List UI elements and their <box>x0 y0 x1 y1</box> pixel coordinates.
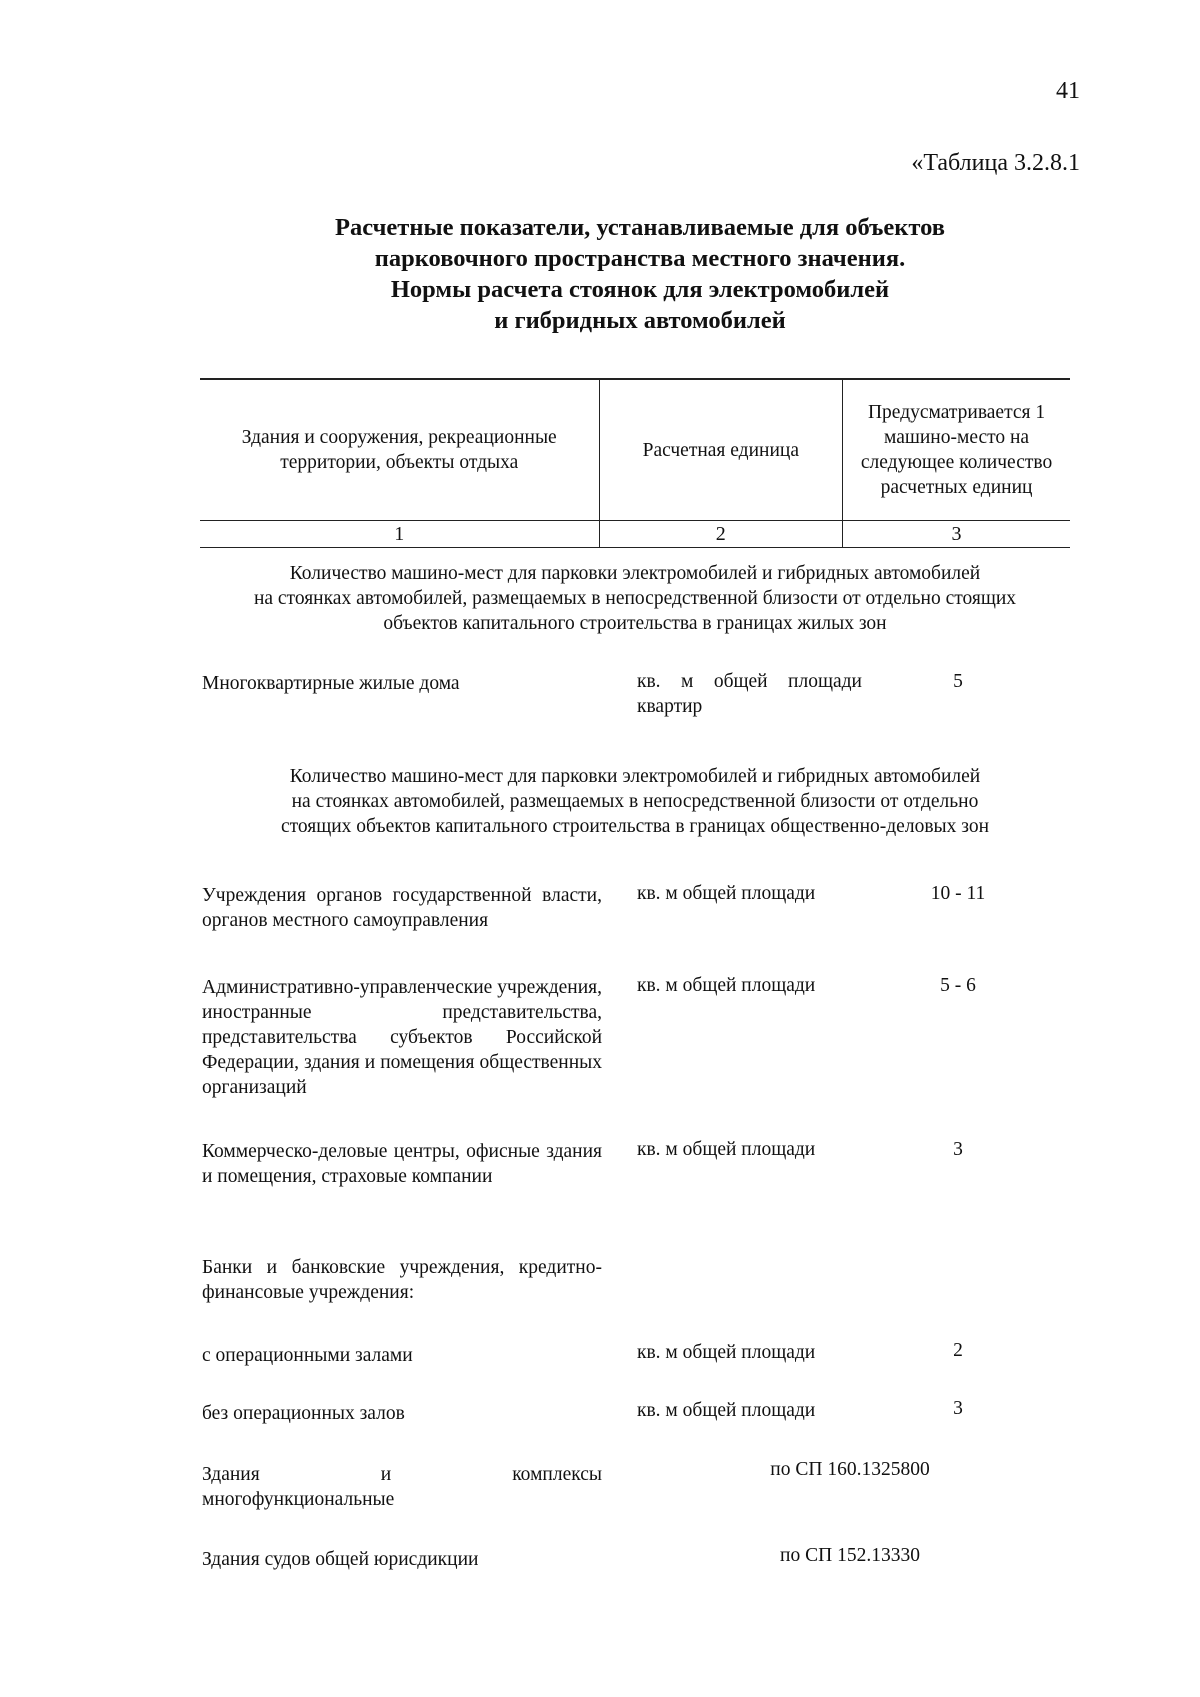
section-line: на стоянках автомобилей, размещаемых в непосредственной близости от отдельно <box>291 791 979 812</box>
table-header <box>200 378 1070 548</box>
row-value: 2 <box>953 1340 963 1361</box>
row-name: без операционных залов <box>202 1403 405 1424</box>
page-number: 41 <box>1056 78 1080 104</box>
row-reference: по СП 152.13330 <box>780 1545 920 1566</box>
row-unit: кв. м общей площади <box>637 1139 816 1160</box>
header-col-norm: Предусматривается 1 машино-место на следующее количество расчетных единиц <box>843 379 1070 521</box>
table-label: «Таблица 3.2.8.1 <box>911 150 1080 176</box>
row-unit: кв. м общей площади <box>637 975 816 996</box>
row-unit: кв. м общей площади квартир <box>637 671 862 717</box>
section-line: Количество машино-мест для парковки электромобилей и гибридных автомобилей <box>289 563 981 584</box>
section-heading-residential <box>200 561 1070 636</box>
row-name-word: комплексы <box>512 1464 602 1485</box>
section-line: Количество машино-мест для парковки электромобилей и гибридных автомобилей <box>289 766 981 787</box>
header-num-1: 1 <box>200 521 599 548</box>
row-name-word: Здания <box>202 1464 260 1485</box>
header-num-2: 2 <box>599 521 843 548</box>
title-line: Нормы расчета стоянок для электромобилей <box>390 276 890 303</box>
header-num-3: 3 <box>843 521 1070 548</box>
row-name-line <box>202 1462 602 1487</box>
row-name: Многоквартирные жилые дома <box>202 673 460 694</box>
header-col-buildings: Здания и сооружения, рекреационные территории, объекты отдыха <box>200 379 599 521</box>
section-line: на стоянках автомобилей, размещаемых в непосредственной близости от отдельно стоящих <box>253 588 1017 609</box>
row-unit: кв. м общей площади <box>637 1342 816 1363</box>
row-name: Банки и банковские учреждения, кредитно-финансовые учреждения: <box>202 1257 602 1303</box>
row-unit: кв. м общей площади <box>637 883 816 904</box>
row-name: Административно-управленческие учреждения, иностранные представительства, представительства субъектов Российской Федерации, здания и помещения общественных организаций <box>202 977 602 1098</box>
row-name: Коммерческо-деловые центры, офисные здания и помещения, страховые компании <box>202 1141 602 1187</box>
row-name: с операционными залами <box>202 1345 413 1366</box>
section-line: стоящих объектов капитального строительства в границах общественно-деловых зон <box>280 816 990 837</box>
title-line: парковочного пространства местного значения. <box>374 245 906 272</box>
title-line: и гибридных автомобилей <box>494 307 786 334</box>
row-value: 10 - 11 <box>930 883 986 904</box>
row-value: 3 <box>953 1139 963 1160</box>
row-name-line: многофункциональные <box>202 1489 395 1510</box>
row-name-word: и <box>380 1464 392 1485</box>
row-value: 3 <box>953 1398 963 1419</box>
header-col-unit: Расчетная единица <box>599 379 843 521</box>
document-title <box>200 212 1080 336</box>
row-name: Здания судов общей юрисдикции <box>202 1549 479 1570</box>
row-reference: по СП 160.1325800 <box>770 1459 930 1480</box>
title-line: Расчетные показатели, устанавливаемые для объектов <box>335 214 945 241</box>
row-value: 5 - 6 <box>940 975 976 996</box>
row-unit: кв. м общей площади <box>637 1400 816 1421</box>
section-line: объектов капитального строительства в границах жилых зон <box>383 613 887 634</box>
row-name <box>202 1462 602 1512</box>
section-heading-business <box>200 764 1070 839</box>
row-name: Учреждения органов государственной власти, органов местного самоуправления <box>202 885 602 931</box>
row-value: 5 <box>953 671 963 692</box>
